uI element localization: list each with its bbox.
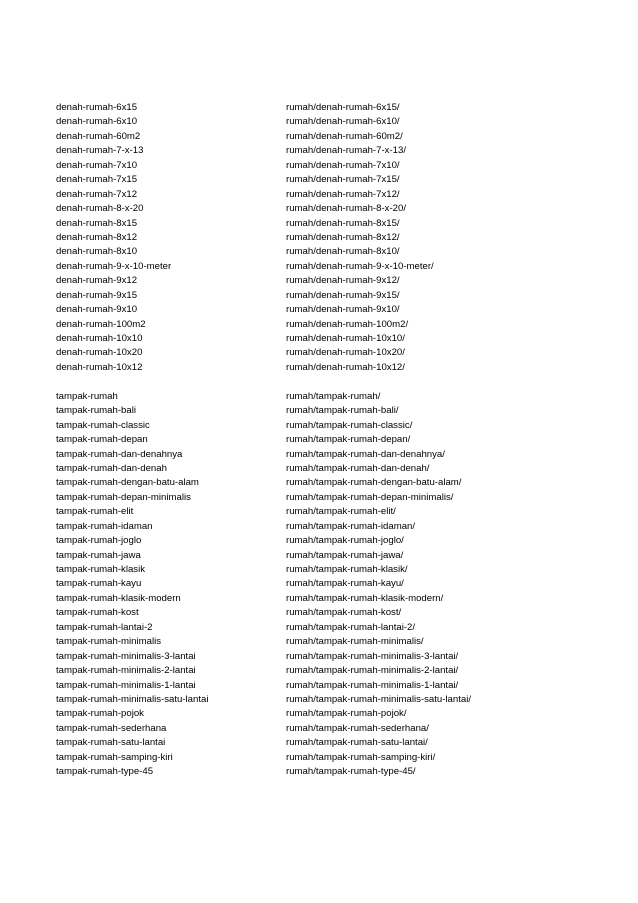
list-row: [56, 491, 616, 505]
list-row: [56, 390, 616, 404]
slug-cell: tampak-rumah-joglo: [56, 535, 142, 547]
list-row: [56, 650, 616, 664]
slug-cell: denah-rumah-9-x-10-meter: [56, 260, 172, 272]
path-cell: rumah/tampak-rumah-dan-denahnya/: [286, 448, 445, 460]
list-row: [56, 245, 616, 259]
path-cell: rumah/denah-rumah-9x15/: [286, 289, 400, 301]
path-cell: rumah/tampak-rumah-idaman/: [286, 520, 416, 532]
slug-cell: tampak-rumah-elit: [56, 506, 134, 518]
slug-cell: denah-rumah-8x15: [56, 217, 138, 229]
list-row: [56, 722, 616, 736]
slug-cell: denah-rumah-7x15: [56, 174, 138, 186]
slug-cell: tampak-rumah-minimalis-2-lantai: [56, 665, 196, 677]
path-cell: rumah/denah-rumah-7-x-13/: [286, 145, 406, 157]
path-cell: rumah/tampak-rumah-type-45/: [286, 766, 416, 778]
list-row: [56, 101, 616, 115]
path-cell: rumah/denah-rumah-8x15/: [286, 217, 400, 229]
slug-cell: denah-rumah-7-x-13: [56, 145, 144, 157]
slug-cell: tampak-rumah-dan-denahnya: [56, 448, 183, 460]
slug-cell: tampak-rumah-type-45: [56, 766, 154, 778]
slug-cell: tampak-rumah-dan-denah: [56, 462, 167, 474]
slug-cell: tampak-rumah-depan-minimalis: [56, 491, 191, 503]
slug-cell: tampak-rumah: [56, 390, 118, 402]
list-row: [56, 144, 616, 158]
path-cell: rumah/denah-rumah-9x10/: [286, 304, 400, 316]
path-cell: rumah/denah-rumah-8x10/: [286, 246, 400, 258]
list-row: [56, 606, 616, 620]
slug-cell: denah-rumah-60m2: [56, 130, 141, 142]
list-row: [56, 289, 616, 303]
path-cell: rumah/tampak-rumah-kost/: [286, 607, 402, 619]
path-cell: rumah/tampak-rumah-depan-minimalis/: [286, 491, 454, 503]
slug-cell: denah-rumah-6x15: [56, 102, 138, 113]
list-row: [56, 534, 616, 548]
slug-cell: denah-rumah-8x12: [56, 231, 138, 243]
path-cell: rumah/tampak-rumah-kayu/: [286, 578, 404, 590]
slug-cell: denah-rumah-7x10: [56, 159, 138, 171]
list-row: [56, 419, 616, 433]
list-row: [56, 188, 616, 202]
list-row: [56, 346, 616, 360]
list-row: [56, 202, 616, 216]
slug-cell: denah-rumah-9x12: [56, 275, 138, 287]
path-cell: rumah/denah-rumah-60m2/: [286, 130, 403, 142]
slug-cell: tampak-rumah-samping-kiri: [56, 751, 173, 763]
slug-cell: tampak-rumah-depan: [56, 434, 148, 446]
path-cell: rumah/denah-rumah-9-x-10-meter/: [286, 260, 434, 272]
path-cell: rumah/denah-rumah-10x12/: [286, 361, 405, 373]
path-cell: rumah/denah-rumah-100m2/: [286, 318, 409, 330]
slug-cell: tampak-rumah-pojok: [56, 708, 144, 720]
path-cell: rumah/denah-rumah-8x12/: [286, 231, 400, 243]
path-cell: rumah/tampak-rumah-klasik-modern/: [286, 592, 444, 604]
list-row: [56, 621, 616, 635]
list-row: [56, 159, 616, 173]
list-row: [56, 231, 616, 245]
list-row: [56, 318, 616, 332]
list-row: [56, 217, 616, 231]
slug-cell: tampak-rumah-klasik-modern: [56, 592, 181, 604]
path-cell: rumah/tampak-rumah-minimalis-satu-lantai/: [286, 693, 472, 705]
path-cell: rumah/tampak-rumah-joglo/: [286, 535, 404, 547]
list-row: [56, 635, 616, 649]
path-cell: rumah/tampak-rumah-sederhana/: [286, 722, 429, 734]
slug-cell: denah-rumah-10x10: [56, 333, 143, 344]
path-cell: rumah/tampak-rumah-samping-kiri/: [286, 751, 436, 763]
path-cell: rumah/denah-rumah-9x12/: [286, 275, 400, 287]
path-cell: rumah/tampak-rumah-minimalis-3-lantai/: [286, 650, 459, 662]
list-row: [56, 130, 616, 144]
slug-cell: tampak-rumah-satu-lantai: [56, 737, 166, 749]
list-row: [56, 765, 616, 779]
path-cell: rumah/tampak-rumah-pojok/: [286, 708, 407, 720]
path-cell: rumah/tampak-rumah-elit/: [286, 506, 396, 518]
list-row: [56, 693, 616, 707]
list-row: [56, 520, 616, 534]
list-row: [56, 462, 616, 476]
list-row: [56, 332, 616, 346]
list-row: [56, 592, 616, 606]
slug-cell: denah-rumah-8-x-20: [56, 203, 144, 215]
path-cell: rumah/tampak-rumah-minimalis/: [286, 636, 424, 648]
list-row: [56, 751, 616, 765]
path-cell: rumah/denah-rumah-7x12/: [286, 188, 400, 200]
list-row: [56, 577, 616, 591]
list-row: [56, 433, 616, 447]
slug-cell: denah-rumah-9x10: [56, 304, 138, 316]
path-cell: rumah/tampak-rumah-depan/: [286, 434, 411, 446]
path-cell: rumah/denah-rumah-7x10/: [286, 159, 400, 171]
slug-cell: denah-rumah-100m2: [56, 318, 146, 330]
slug-cell: tampak-rumah-classic: [56, 419, 150, 431]
list-row: [56, 476, 616, 490]
list-row: [56, 679, 616, 693]
slug-cell: tampak-rumah-sederhana: [56, 722, 167, 734]
path-cell: rumah/tampak-rumah/: [286, 390, 381, 402]
path-cell: rumah/tampak-rumah-klasik/: [286, 564, 408, 575]
list-row: [56, 563, 616, 577]
list-row: [56, 274, 616, 288]
list-row: [56, 404, 616, 418]
path-cell: rumah/denah-rumah-8-x-20/: [286, 203, 406, 215]
slug-cell: denah-rumah-7x12: [56, 188, 138, 200]
url-list: [56, 101, 616, 780]
path-cell: rumah/tampak-rumah-dengan-batu-alam/: [286, 477, 462, 489]
slug-cell: denah-rumah-6x10: [56, 116, 138, 128]
list-row: [56, 505, 616, 519]
slug-cell: tampak-rumah-lantai-2: [56, 621, 153, 633]
list-row: [56, 115, 616, 129]
slug-cell: denah-rumah-10x20: [56, 347, 143, 359]
list-row: [56, 664, 616, 678]
path-cell: rumah/tampak-rumah-classic/: [286, 419, 413, 431]
path-cell: rumah/denah-rumah-6x15/: [286, 102, 400, 113]
section-spacer: [56, 375, 616, 389]
path-cell: rumah/denah-rumah-10x10/: [286, 333, 405, 344]
path-cell: rumah/tampak-rumah-dan-denah/: [286, 462, 430, 474]
slug-cell: denah-rumah-9x15: [56, 289, 138, 301]
path-cell: rumah/denah-rumah-10x20/: [286, 347, 405, 359]
slug-cell: tampak-rumah-idaman: [56, 520, 153, 532]
slug-cell: denah-rumah-8x10: [56, 246, 138, 258]
slug-cell: tampak-rumah-minimalis: [56, 636, 162, 648]
list-row: [56, 707, 616, 721]
slug-cell: tampak-rumah-minimalis-3-lantai: [56, 650, 196, 662]
path-cell: rumah/tampak-rumah-minimalis-1-lantai/: [286, 679, 459, 691]
slug-cell: tampak-rumah-minimalis-satu-lantai: [56, 693, 209, 705]
list-row: [56, 549, 616, 563]
slug-cell: tampak-rumah-kayu: [56, 578, 142, 590]
path-cell: rumah/tampak-rumah-satu-lantai/: [286, 737, 428, 749]
path-cell: rumah/denah-rumah-6x10/: [286, 116, 400, 128]
slug-cell: tampak-rumah-jawa: [56, 549, 141, 561]
list-row: [56, 173, 616, 187]
slug-cell: tampak-rumah-minimalis-1-lantai: [56, 679, 196, 691]
slug-cell: tampak-rumah-dengan-batu-alam: [56, 477, 199, 489]
path-cell: rumah/tampak-rumah-minimalis-2-lantai/: [286, 665, 459, 677]
path-cell: rumah/tampak-rumah-bali/: [286, 405, 399, 417]
slug-cell: denah-rumah-10x12: [56, 361, 143, 373]
list-row: [56, 736, 616, 750]
list-row: [56, 448, 616, 462]
list-row: [56, 303, 616, 317]
slug-cell: tampak-rumah-bali: [56, 405, 136, 417]
list-row: [56, 260, 616, 274]
slug-cell: tampak-rumah-kost: [56, 607, 139, 619]
slug-cell: tampak-rumah-klasik: [56, 564, 146, 575]
path-cell: rumah/tampak-rumah-lantai-2/: [286, 621, 416, 633]
path-cell: rumah/tampak-rumah-jawa/: [286, 549, 404, 561]
list-row: [56, 361, 616, 375]
path-cell: rumah/denah-rumah-7x15/: [286, 174, 400, 186]
